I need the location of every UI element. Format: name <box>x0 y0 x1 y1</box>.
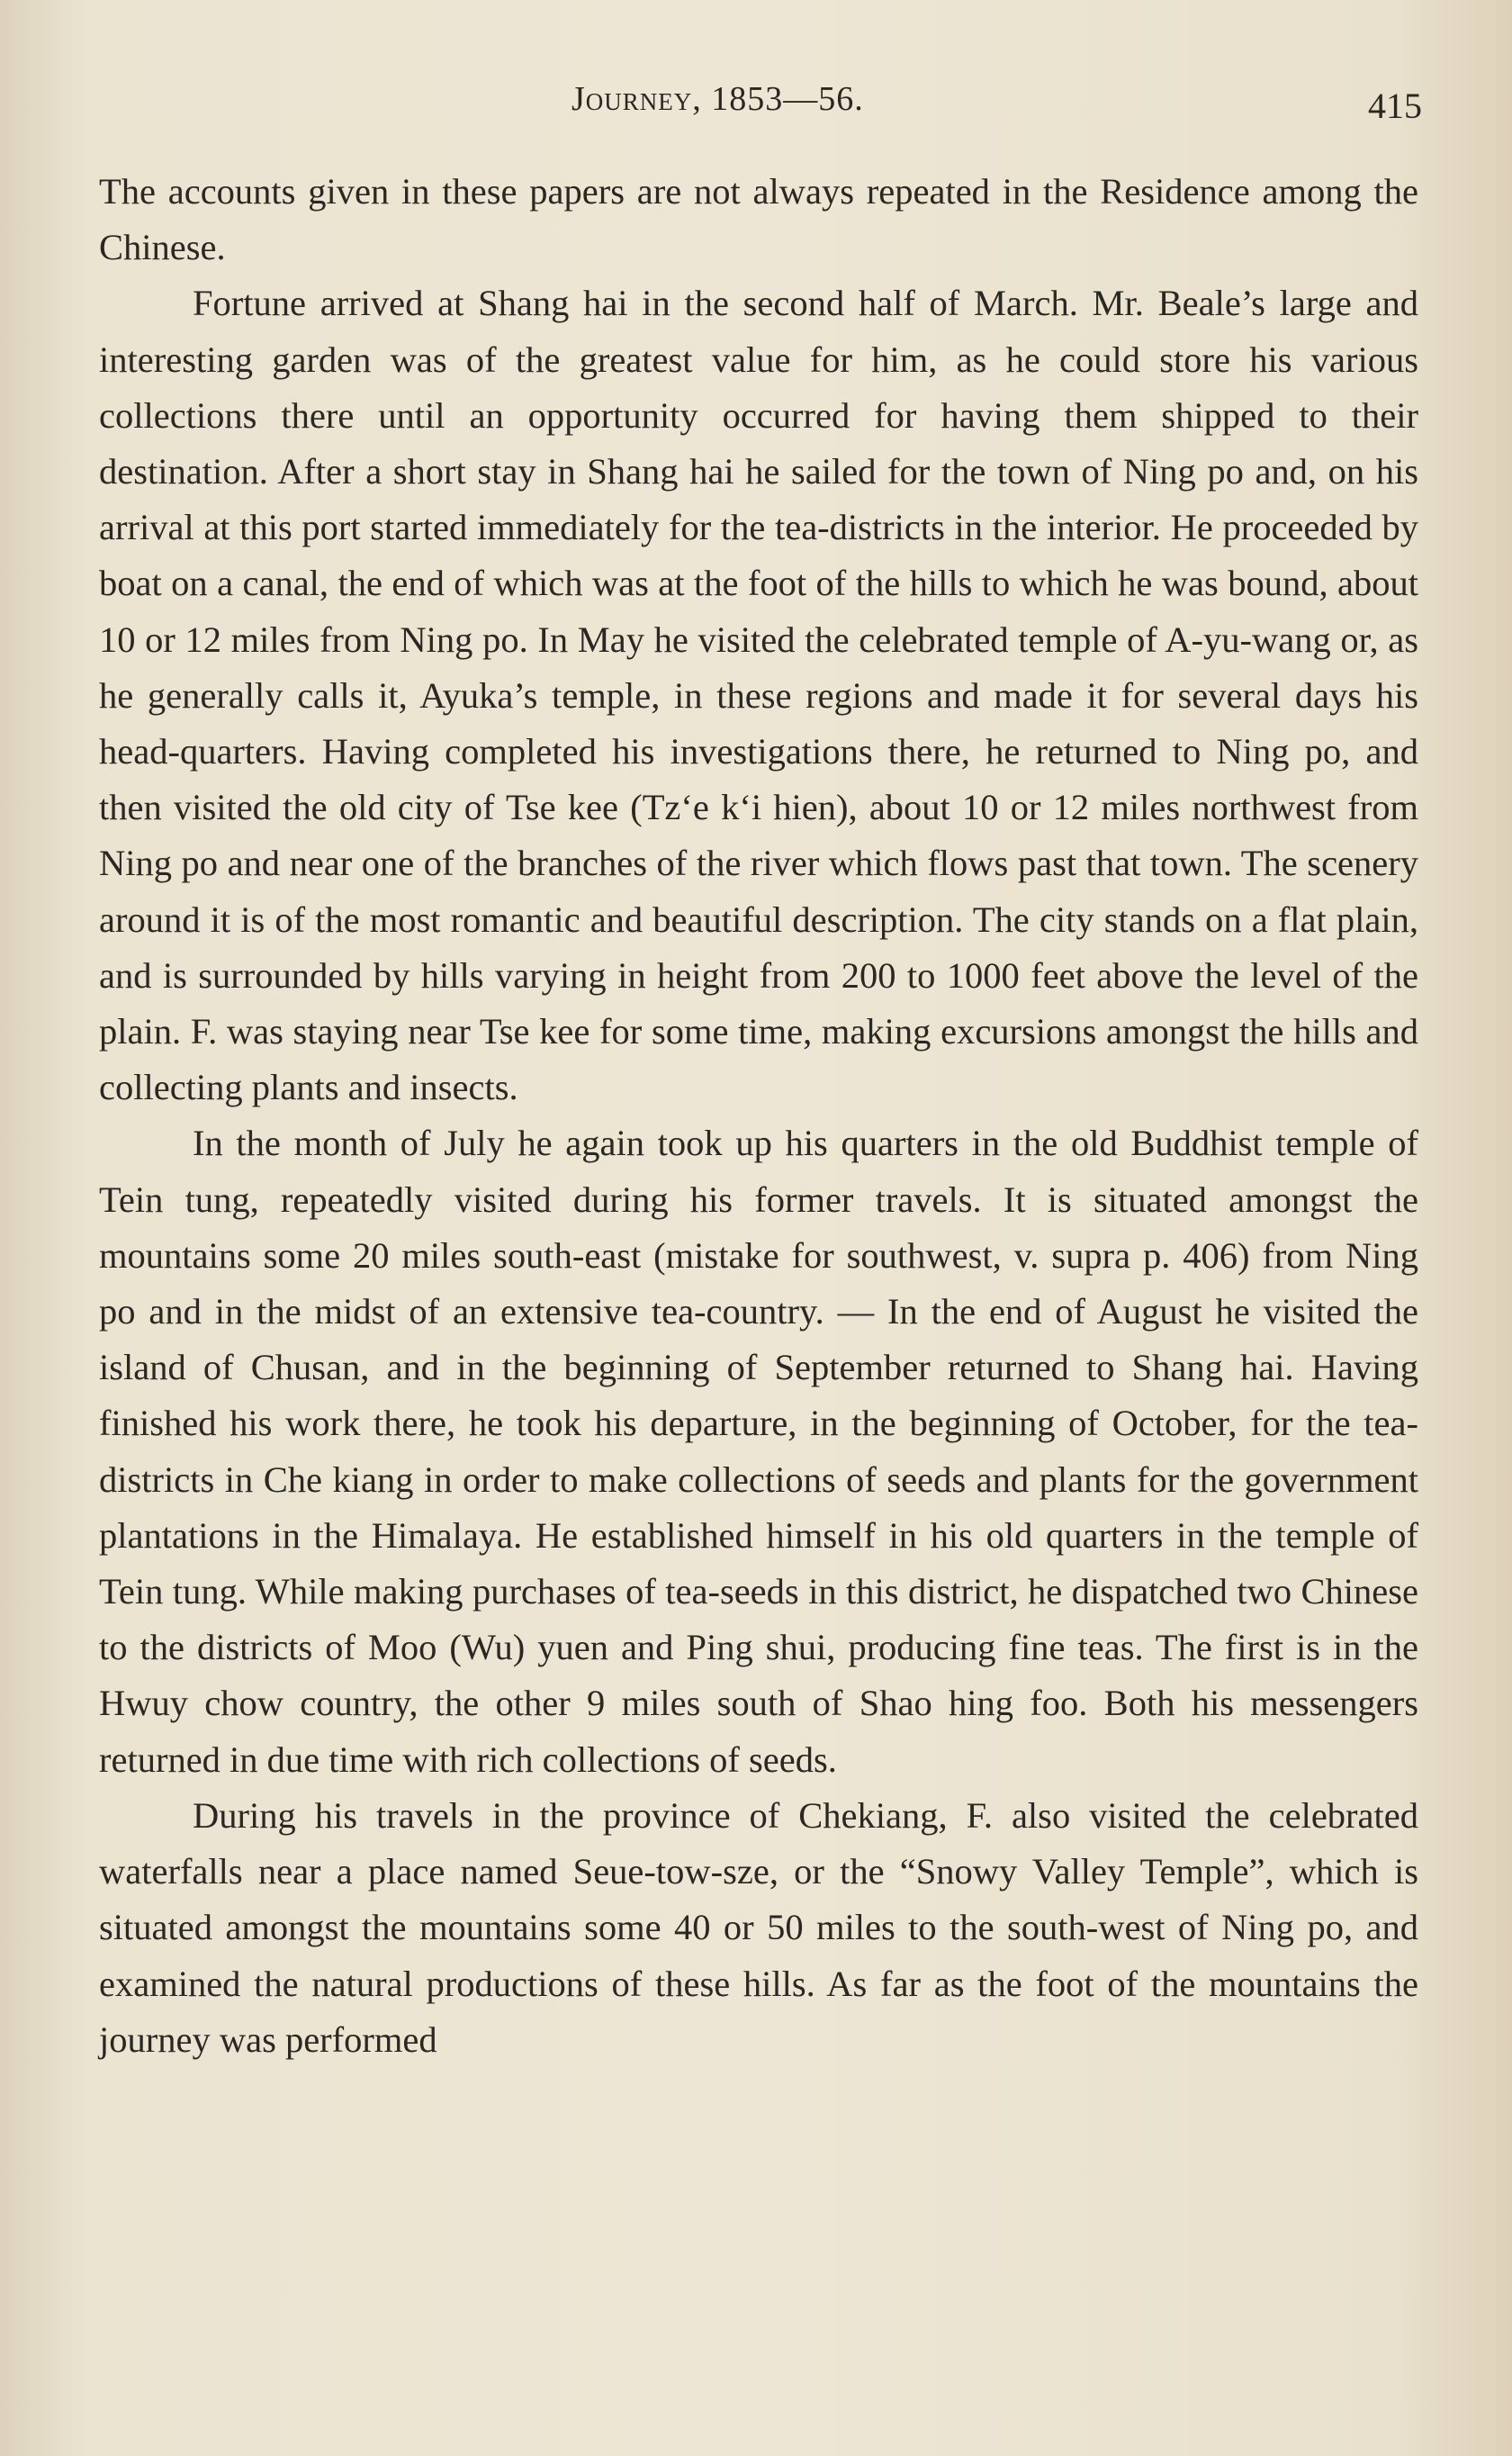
running-title: Journey, 1853—56. <box>572 80 864 118</box>
running-head <box>99 72 1422 135</box>
body-text <box>99 164 1418 2068</box>
paragraph: During his travels in the province of Chekiang, F. also visited the celebrated waterfalls near a place named Seue-tow-sze, or the “Snowy Valley Temple”, which is situated amongst the mountains some 40 or 50 miles to the south-west of Ning po, and examined the natural productions of these hills. As far as the foot of the mountains the journey was performed <box>99 1794 1418 2060</box>
page-number: 415 <box>1368 86 1422 126</box>
paragraph: In the month of July he again took up his quarters in the old Buddhist temple of Tein tung, repeatedly visited during his former travels. It is situated amongst the mountains some 20 miles south-east (mistake for southwest, v. supra p. 406) from Ning po and in the midst of an extensive tea-country. — In the end of August he visited the island of Chusan, and in the beginning of September returned to Shang hai. Having finished his work there, he took his departure, in the beginning of October, for the tea-districts in Che kiang in order to make collections of seeds and plants for the government plantations in the Himalaya. He established himself in his old quarters in the temple of Tein tung. While making purchases of tea-seeds in this district, he dispatched two Chinese to the districts of Moo (Wu) yuen and Ping shui, producing fine teas. The first is in the Hwuy chow country, the other 9 miles south of Shao hing foo. Both his messengers returned in due time with rich collections of seeds. <box>99 1123 1418 1780</box>
paragraph: The accounts given in these papers are not always repeated in the Residence among the Chinese. <box>99 171 1418 268</box>
paragraph: Fortune arrived at Shang hai in the second half of March. Mr. Beale’s large and interesting garden was of the greatest value for him, as he could store his various collections there until an opportunity occurred for having them shipped to their destination. After a short stay in Shang hai he sailed for the town of Ning po and, on his arrival at this port started immediately for the tea-districts in the interior. He proceeded by boat on a canal, the end of which was at the foot of the hills to which he was bound, about 10 or 12 miles from Ning po. In May he visited the celebrated temple of A-yu-wang or, as he generally calls it, Ayuka’s temple, in these regions and made it for several days his head-quarters. Having completed his investigations there, he returned to Ning po, and then visited the old city of Tse kee (Tzʻe kʻi hien), about 10 or 12 miles northwest from Ning po and near one of the branches of the river which flows past that town. The scenery around it is of the most romantic and beautiful description. The city stands on a flat plain, and is surrounded by hills varying in height from 200 to 1000 feet above the level of the plain. F. was staying near Tse kee for some time, making excursions amongst the hills and collecting plants and insects. <box>99 283 1418 1108</box>
